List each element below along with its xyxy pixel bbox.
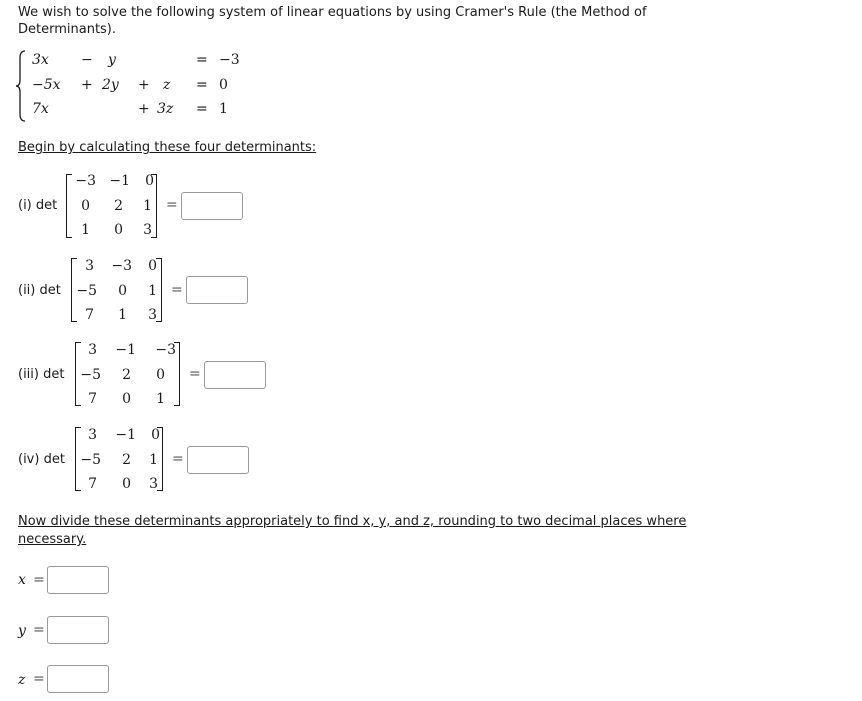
matrix-cell: 0 <box>156 367 165 383</box>
matrix-cell: −3 <box>155 342 176 358</box>
eq1-term-y: y <box>108 52 116 68</box>
matrix-cell: 3 <box>88 427 97 443</box>
matrix-cell: 7 <box>88 476 97 492</box>
det-label-iv: (iv) det <box>18 452 65 467</box>
x-answer-input[interactable] <box>47 566 109 594</box>
matrix-cell: 2 <box>114 198 123 214</box>
equals-sign: = <box>172 451 184 467</box>
matrix-cell: −1 <box>115 427 136 443</box>
matrix-cell: −5 <box>80 367 101 383</box>
matrix-cell: −3 <box>111 258 132 274</box>
matrix-cell: −1 <box>109 173 130 189</box>
eq3-term-z: 3z <box>157 101 174 117</box>
matrix-cell: −1 <box>115 342 136 358</box>
eq2-term-x: −5x <box>32 77 61 93</box>
matrix-cell: 2 <box>122 452 131 468</box>
matrix-cell: −5 <box>76 283 97 299</box>
matrix-cell: 1 <box>81 222 90 238</box>
matrix-cell: 1 <box>143 198 152 214</box>
matrix-cell: 0 <box>145 173 154 189</box>
det-label-iii: (iii) det <box>18 367 65 382</box>
matrix-cell: 2 <box>122 367 131 383</box>
matrix-cell: 3 <box>143 222 152 238</box>
eq1-term-x: 3x <box>32 52 49 68</box>
intro-text: We wish to solve the following system of linear equations by using Cramer's Rule (the Method of Determinants). <box>18 5 647 37</box>
matrix-cell: 0 <box>81 198 90 214</box>
matrix-cell: 3 <box>88 342 97 358</box>
det-iii-answer-input[interactable] <box>204 361 266 389</box>
z-answer-input[interactable] <box>47 665 109 693</box>
y-answer-input[interactable] <box>47 616 109 644</box>
eq2-op2: + <box>138 77 150 93</box>
eq2-op1: + <box>81 77 93 93</box>
matrix-cell: 0 <box>118 283 127 299</box>
matrix-cell: 1 <box>118 307 127 323</box>
eq1-rhs: −3 <box>219 52 240 68</box>
divide-instructions: Now divide these determinants appropriately to find x, y, and z, rounding to two decimal places where necessary. <box>18 514 687 547</box>
determinants-heading: Begin by calculating these four determinants: <box>18 140 317 155</box>
var-z-label: z <box>18 672 26 688</box>
matrix-cell: 0 <box>122 391 131 407</box>
eq3-rhs: 1 <box>219 101 228 117</box>
det-i-answer-input[interactable] <box>181 192 243 220</box>
eq2-term-z: z <box>163 77 171 93</box>
eq2-equals: = <box>196 77 208 93</box>
right-bracket <box>174 342 180 406</box>
eq2-rhs: 0 <box>219 77 228 93</box>
equals-sign: = <box>171 282 183 298</box>
equals-sign: = <box>189 366 201 382</box>
equals-sign: = <box>33 622 45 638</box>
matrix-cell: 0 <box>148 258 157 274</box>
equals-sign: = <box>166 197 178 213</box>
matrix-cell: 0 <box>122 476 131 492</box>
det-label-i: (i) det <box>18 198 58 213</box>
eq3-term-x: 7x <box>32 101 49 117</box>
matrix-cell: 1 <box>148 283 157 299</box>
matrix-cell: 0 <box>114 222 123 238</box>
eq1-equals: = <box>196 52 208 68</box>
matrix-cell: 3 <box>85 258 94 274</box>
right-bracket <box>156 258 162 322</box>
eq1-op1: − <box>81 52 93 68</box>
matrix-cell: 3 <box>149 476 158 492</box>
det-iv-answer-input[interactable] <box>187 446 249 474</box>
var-x-label: x <box>18 572 26 588</box>
matrix-cell: −5 <box>80 452 101 468</box>
right-bracket <box>151 174 157 238</box>
matrix-cell: 1 <box>149 452 158 468</box>
matrix-cell: 0 <box>151 427 160 443</box>
matrix-cell: 3 <box>148 307 157 323</box>
det-label-ii: (ii) det <box>18 283 61 298</box>
matrix-cell: 1 <box>156 391 165 407</box>
right-bracket <box>157 427 163 491</box>
var-y-label: y <box>18 623 26 639</box>
equals-sign: = <box>33 671 45 687</box>
matrix-cell: 7 <box>88 391 97 407</box>
eq3-op2: + <box>138 101 150 117</box>
eq2-term-y: 2y <box>102 77 119 93</box>
matrix-cell: −3 <box>75 173 96 189</box>
eq3-equals: = <box>196 101 208 117</box>
matrix-cell: 7 <box>85 307 94 323</box>
equals-sign: = <box>33 572 45 588</box>
system-brace <box>16 50 26 122</box>
det-ii-answer-input[interactable] <box>186 276 248 304</box>
